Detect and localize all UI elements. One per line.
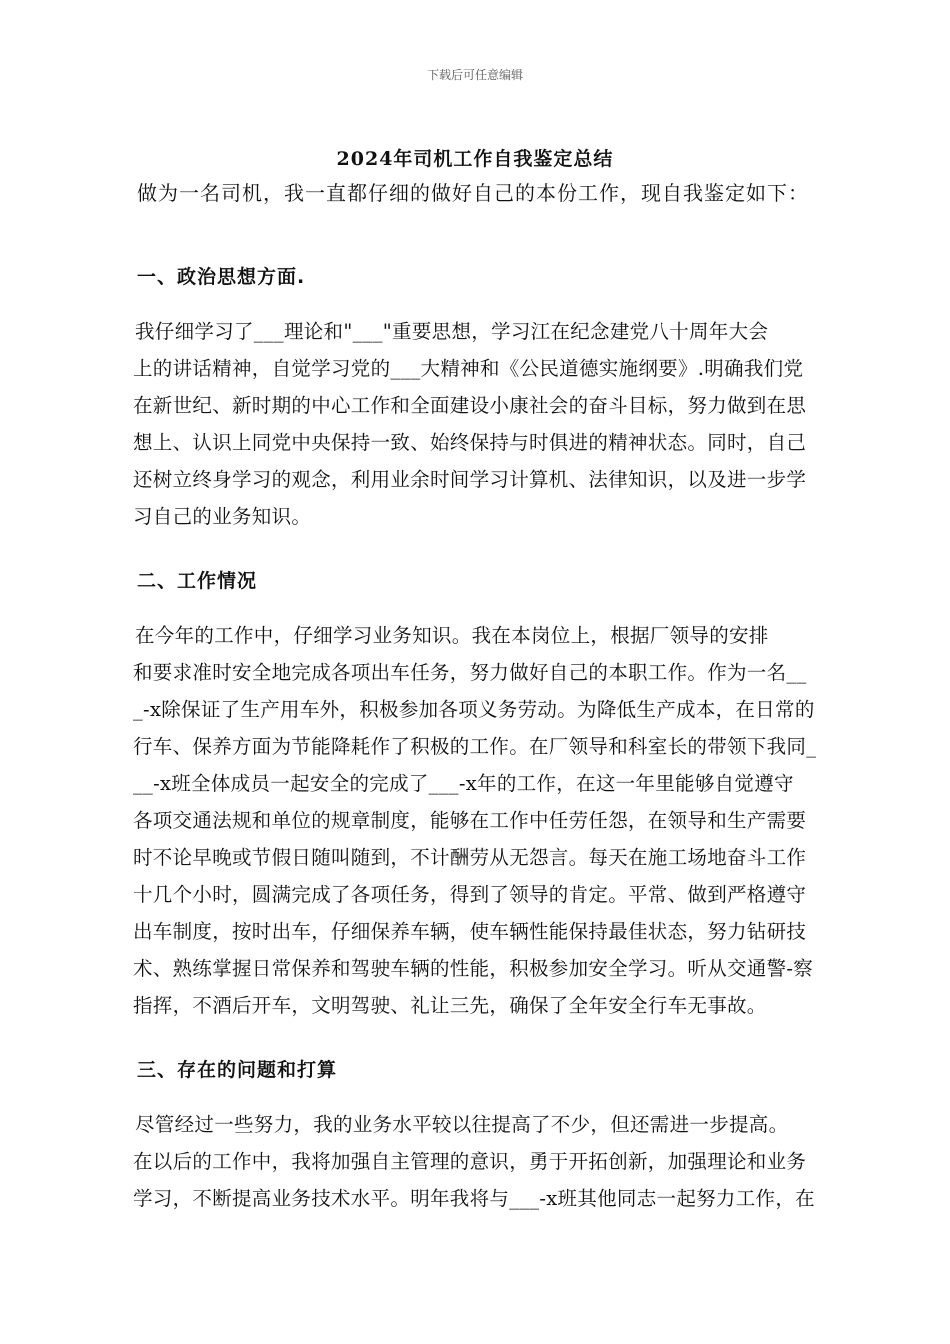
paragraph-line: 行车、保养方面为节能降耗作了积极的工作。在厂领导和科室长的带领下我同_ [133,735,817,758]
paragraph-line: 上的讲话精神，自觉学习党的___大精神和《公民道德实施纲要》.明确我们党 [133,357,804,380]
paragraph-line: 在今年的工作中，仔细学习业务知识。我在本岗位上，根据厂领导的安排 [135,624,769,647]
section-body-problems [135,1106,875,1217]
paragraph-line: 指挥，不酒后开车，文明驾驶、礼让三先，确保了全年安全行车无事故。 [133,994,767,1017]
paragraph-line: 在以后的工作中，我将加强自主管理的意识，勇于开拓创新，加强理论和业务 [133,1150,807,1173]
paragraph-line: 出车制度，按时出车，仔细保养车辆，使车辆性能保持最佳状态，努力钻研技 [133,920,807,943]
paragraph-line: __-x班全体成员一起安全的完成了___-x年的工作，在这一年里能够自觉遵守 [133,772,794,795]
paragraph-line: 时不论早晚或节假日随叫随到，不计酬劳从无怨言。每天在施工场地奋斗工作 [133,846,807,869]
paragraph-line: 在新世纪、新时期的中心工作和全面建设小康社会的奋斗目标，努力做到在思 [133,394,807,417]
section-heading-political: 一、政治思想方面. [137,266,306,288]
paragraph-line: _-x除保证了生产用车外，积极参加各项义务劳动。为降低生产成本，在日常的 [133,698,815,721]
paragraph-line: 习自己的业务知识。 [133,505,312,528]
section-heading-problems: 三、存在的问题和打算 [137,1059,338,1081]
section-body-political [135,313,875,535]
paragraph-line: 术、熟练掌握日常保养和驾驶车辆的性能，积极参加安全学习。听从交通警-察 [133,957,814,980]
paragraph-line: 尽管经过一些努力，我的业务水平较以往提高了不少，但还需进一步提高。 [135,1113,789,1136]
paragraph-line: 还树立终身学习的观念，利用业余时间学习计算机、法律知识，以及进一步学 [133,468,807,491]
paragraph-line: 各项交通法规和单位的规章制度，能够在工作中任劳任怨，在领导和生产需要 [133,809,807,832]
paragraph-line: 学习，不断提高业务技术水平。明年我将与___-x班其他同志一起努力工作，在 [133,1187,815,1210]
paragraph-line: 想上、认识上同党中央保持一致、始终保持与时俱进的精神状态。同时，自己 [133,431,807,454]
paragraph-line: 十几个小时，圆满完成了各项任务，得到了领导的肯定。平常、做到严格遵守 [133,883,807,906]
paragraph-line: 我仔细学习了___理论和"___"重要思想，学习江在纪念建党八十周年大会 [135,320,769,343]
paragraph-line: 和要求准时安全地完成各项出车任务，努力做好自己的本职工作。作为一名__ [133,661,807,684]
intro-paragraph: 做为一名司机，我一直都仔细的做好自己的本份工作，现自我鉴定如下： [137,181,809,205]
section-body-work [135,617,875,1024]
document-title: 2024年司机工作自我鉴定总结 [336,148,614,170]
section-heading-work: 二、工作情况 [137,570,258,592]
header-note: 下载后可任意编辑 [426,68,523,82]
